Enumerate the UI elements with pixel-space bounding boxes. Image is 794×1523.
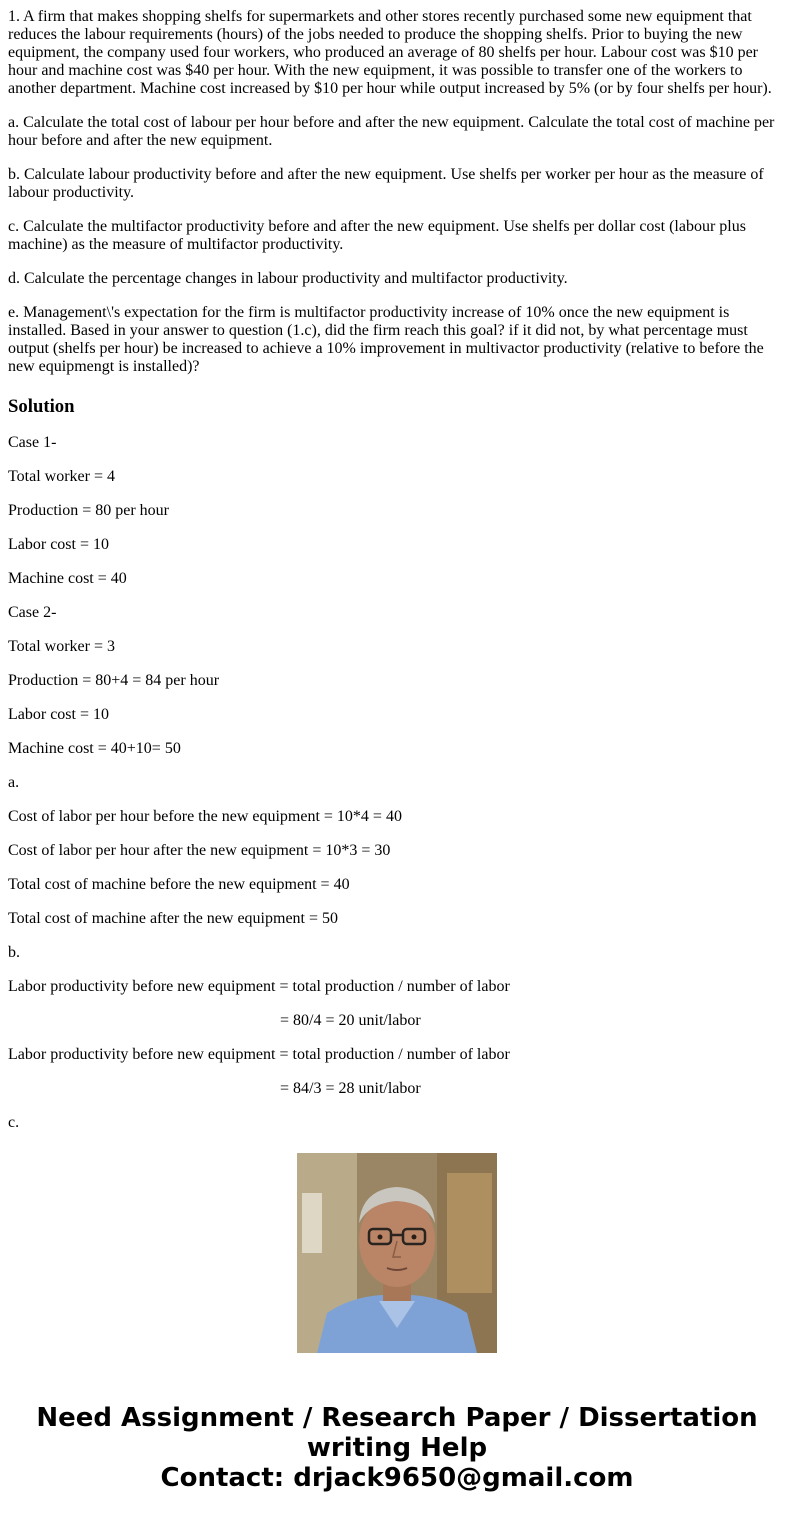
- solution-line: b.: [8, 944, 20, 961]
- solution-line: a.: [8, 774, 20, 791]
- solution-line: Labor cost = 10: [8, 706, 109, 723]
- question-part-a: a. Calculate the total cost of labour per hour before and after the new equipment. Calculate the total cost of machine per hour before and after the new equipment.: [8, 114, 775, 149]
- solution-line: Case 1-: [8, 434, 57, 451]
- person-portrait-icon: [297, 1153, 497, 1353]
- solution-line: Machine cost = 40: [8, 570, 127, 587]
- solution-line-indented: = 80/4 = 20 unit/labor: [280, 1012, 421, 1029]
- solution-line: Total cost of machine after the new equipment = 50: [8, 910, 339, 927]
- document-content: [8, 0, 786, 1131]
- contact-banner-text: [0, 1403, 794, 1493]
- cta-line: writing Help: [306, 1433, 488, 1463]
- contact-email: Contact: drjack9650@gmail.com: [160, 1463, 634, 1493]
- solution-line: Total cost of machine before the new equipment = 40: [8, 876, 350, 893]
- promo-banner: [0, 1122, 794, 1523]
- solution-heading: Solution: [8, 396, 75, 417]
- question-section: [8, 8, 786, 376]
- solution-line: c.: [8, 1114, 20, 1131]
- solution-line: Labor cost = 10: [8, 536, 109, 553]
- question-part-c: c. Calculate the multifactor productivity before and after the new equipment. Use shelfs per dollar cost (labour plus machine) as the measure of multifactor productivity.: [8, 218, 746, 253]
- solution-line: Production = 80+4 = 84 per hour: [8, 672, 220, 689]
- solution-line: Labor productivity before new equipment = total production / number of labor: [8, 1046, 510, 1063]
- solution-line: Cost of labor per hour before the new equipment = 10*4 = 40: [8, 808, 402, 825]
- solution-line: Cost of labor per hour after the new equipment = 10*3 = 30: [8, 842, 391, 859]
- solution-line: Labor productivity before new equipment = total production / number of labor: [8, 978, 510, 995]
- cta-line: Need Assignment / Research Paper / Dissertation: [36, 1403, 758, 1433]
- question-part-e: e. Management\'s expectation for the firm is multifactor productivity increase of 10% once the new equipment is installed. Based in your answer to question (1.c), did the firm reach this goal? if it did not, by what percentage must output (shelfs per hour) be increased to achieve a 10% improvement in multivactor productivity (relative to before the new equipmengt is installed)?: [8, 304, 764, 375]
- solution-line: Production = 80 per hour: [8, 502, 169, 519]
- solution-line: Total worker = 3: [8, 638, 115, 655]
- solution-line-indented: = 84/3 = 28 unit/labor: [280, 1080, 421, 1097]
- solution-line: Case 2-: [8, 604, 57, 621]
- solution-line: Total worker = 4: [8, 468, 115, 485]
- question-intro: 1. A firm that makes shopping shelfs for supermarkets and other stores recently purchased some new equipment that reduces the labour requirements (hours) of the jobs needed to produce the shopping shelfs. Prior to buying the new equipment, the company used four workers, who produced an average of 80 shelfs per hour. Labour cost was $10 per hour and machine cost was $40 per hour. With the new equipment, it was possible to transfer one of the workers to another department. Machine cost increased by $10 per hour while output increased by 5% (or by four shelfs per hour).: [8, 8, 772, 97]
- solution-line: Machine cost = 40+10= 50: [8, 740, 181, 757]
- question-part-d: d. Calculate the percentage changes in labour productivity and multifactor productivity.: [8, 270, 568, 287]
- solution-section: [8, 396, 786, 1132]
- question-part-b: b. Calculate labour productivity before and after the new equipment. Use shelfs per worker per hour as the measure of labour productivity.: [8, 166, 764, 201]
